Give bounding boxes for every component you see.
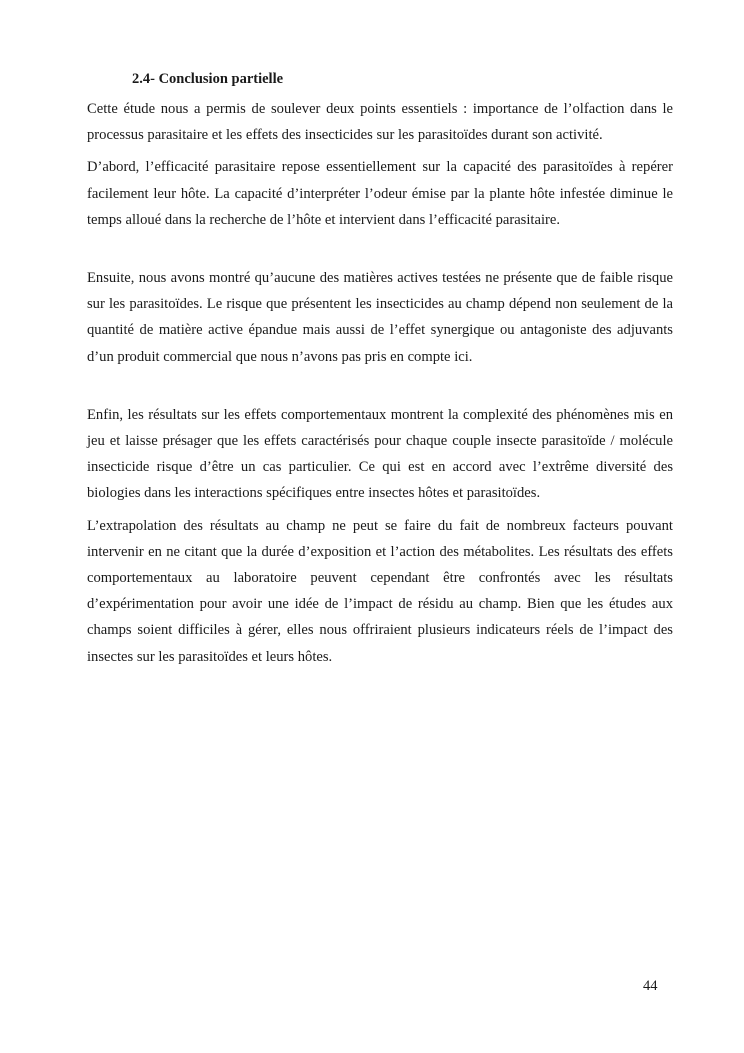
paragraph-dabord: D’abord, l’efficacité parasitaire repose essentiellement sur la capacité des parasitoïdes à repérer facilement leur hôte. La capacité d’interpréter l’odeur émise par la plante hôte infestée diminue le temps alloué dans la recherche de l’hôte et intervient dans l’efficacité parasitaire.: [87, 159, 673, 228]
page-number: 44: [643, 978, 658, 994]
document-page: [87, 68, 673, 676]
paragraph-intro: Cette étude nous a permis de soulever deux points essentiels : importance de l’olfaction dans le processus parasitaire et les effets des insecticides sur les parasitoïdes durant son activité.: [87, 101, 673, 144]
paragraph-extrapolation: L’extrapolation des résultats au champ ne peut se faire du fait de nombreux facteurs pouvant intervenir en ne citant que la durée d’exposition et l’action des métabolites. Les résultats des effets comportementaux au laboratoire peuvent cependant être confrontés avec les résultats d’expérimentation pour avoir une idée de l’impact de résidu au champ. Bien que les études aux champs soient difficiles à gérer, elles nous offriraient plusieurs indicateurs réels de l’impact des insectes sur les parasitoïdes et leurs hôtes.: [87, 517, 673, 665]
section-heading: 2.4- Conclusion partielle: [132, 71, 284, 87]
paragraph-ensuite: Ensuite, nous avons montré qu’aucune des matières actives testées ne présente que de faible risque sur les parasitoïdes. Le risque que présentent les insecticides au champ dépend non seulement de la quantité de matière active épandue mais aussi de l’effet synergique ou antagoniste des adjuvants d’un produit commercial que nous n’avons pas pris en compte ici.: [87, 270, 673, 365]
paragraph-enfin: Enfin, les résultats sur les effets comportementaux montrent la complexité des phénomènes mis en jeu et laisse présager que les effets caractérisés pour chaque couple insecte parasitoïde / molécule insecticide risque d’être un cas particulier. Ce qui est en accord avec l’extrême diversité des biologies dans les interactions spécifiques entre insectes hôtes et parasitoïdes.: [87, 406, 673, 502]
